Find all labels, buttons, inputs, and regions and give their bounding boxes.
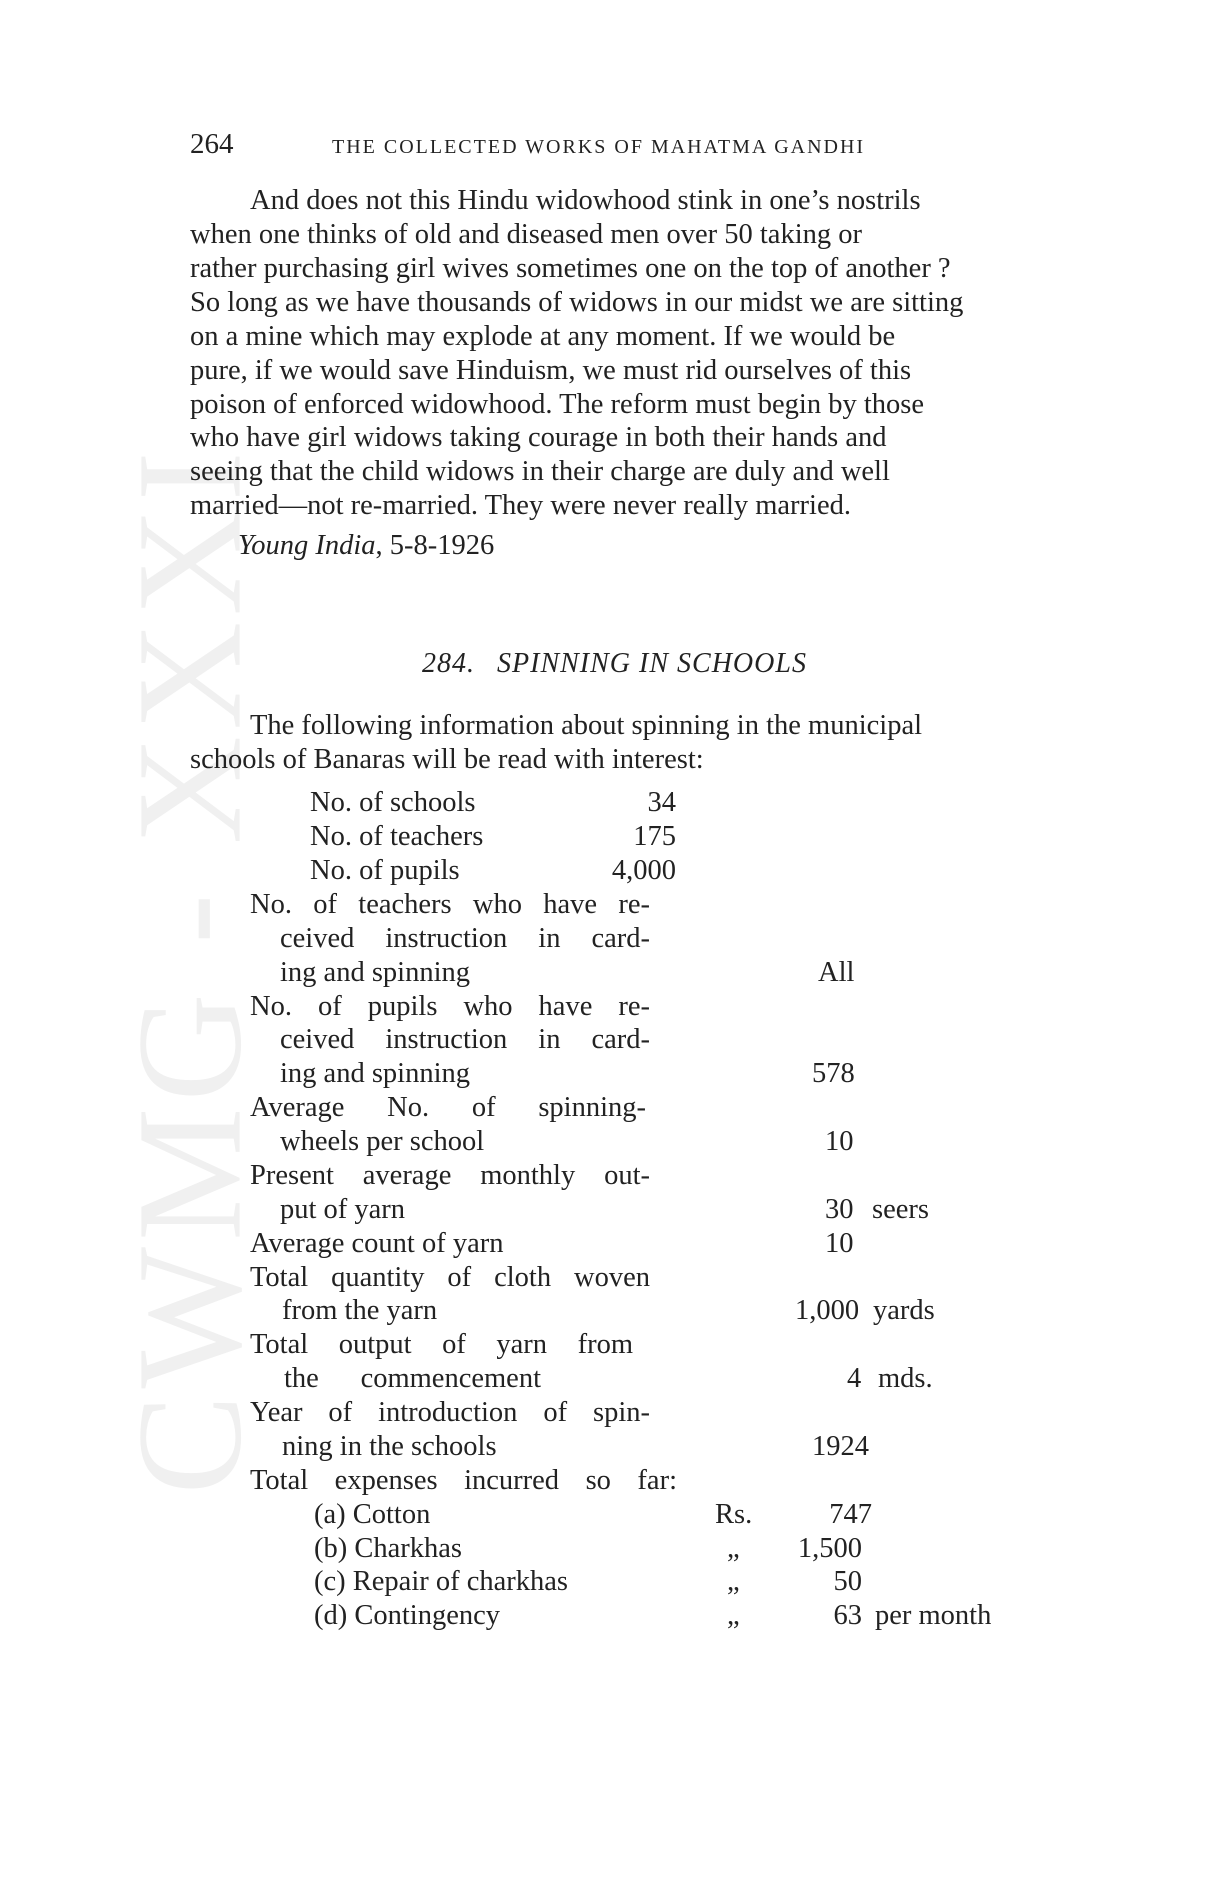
paragraph-line: pure, if we would save Hinduism, we must rid ourselves of this [190, 355, 912, 386]
section-title [0, 648, 1229, 680]
paragraph-line: And does not this Hindu widowhood stink in one’s nostrils [250, 185, 921, 216]
paragraph-line: poison of enforced widowhood. The reform must begin by those [190, 389, 925, 420]
citation-date: , 5-8-1926 [375, 530, 495, 561]
paragraph-line: seeing that the child widows in their charge are duly and well [190, 456, 890, 487]
expense-currency: „ [727, 1533, 740, 1564]
page-number: 264 [190, 128, 234, 160]
paragraph-line: when one thinks of old and diseased men over 50 taking or [190, 219, 862, 250]
paragraph-line: on a mine which may explode at any moment. If we would be [190, 321, 896, 352]
citation-source: Young India [238, 530, 376, 561]
row-value: 578 [812, 1058, 855, 1089]
expense-item: (d) Contingency [314, 1600, 501, 1631]
row-value: 10 [825, 1228, 854, 1259]
expense-amount: 1,500 [797, 1533, 862, 1564]
row-label: No. of pupils [310, 855, 460, 886]
row-value: 1,000 [795, 1295, 860, 1326]
expense-item: (b) Charkhas [314, 1533, 462, 1564]
paragraph-line: married—not re-married. They were never really married. [190, 490, 851, 521]
row-label: No. of schools [310, 787, 476, 818]
citation [238, 530, 494, 562]
row-unit: seers [872, 1194, 929, 1225]
row-value: 1924 [812, 1431, 869, 1462]
row-value: 30 [825, 1194, 854, 1225]
row-unit: mds. [878, 1363, 933, 1394]
section-number: 284. [422, 648, 476, 679]
section-heading: SPINNING IN SCHOOLS [497, 648, 807, 679]
row-value: 175 [633, 821, 676, 852]
cwmg-watermark: CWMG - XXXI [107, 445, 274, 1495]
row-value: All [818, 957, 855, 988]
expense-currency: Rs. [715, 1499, 753, 1530]
paragraph-line: who have girl widows taking courage in both their hands and [190, 422, 887, 453]
row-value: 4 [847, 1363, 862, 1394]
expense-currency: „ [727, 1566, 740, 1597]
paragraph-line: schools of Banaras will be read with interest: [190, 744, 704, 775]
expense-amount: 747 [829, 1499, 872, 1530]
row-label: No. of teachers [310, 821, 484, 852]
paragraph-line: rather purchasing girl wives sometimes one on the top of another ? [190, 253, 951, 284]
expense-note: per month [875, 1600, 992, 1631]
row-unit: yards [873, 1295, 935, 1326]
row-value: 34 [647, 787, 676, 818]
page-header [190, 128, 1090, 168]
expense-currency: „ [727, 1600, 740, 1631]
paragraph-line: So long as we have thousands of widows in our midst we are sitting [190, 287, 964, 318]
row-value: 4,000 [611, 855, 676, 886]
row-value: 10 [825, 1126, 854, 1157]
expense-item: (a) Cotton [314, 1499, 431, 1530]
expense-item: (c) Repair of charkhas [314, 1566, 568, 1597]
expense-amount: 63 [833, 1600, 862, 1631]
running-title: THE COLLECTED WORKS OF MAHATMA GANDHI [332, 136, 866, 158]
paragraph-line: The following information about spinning in the municipal [250, 710, 923, 741]
expense-amount: 50 [833, 1566, 862, 1597]
